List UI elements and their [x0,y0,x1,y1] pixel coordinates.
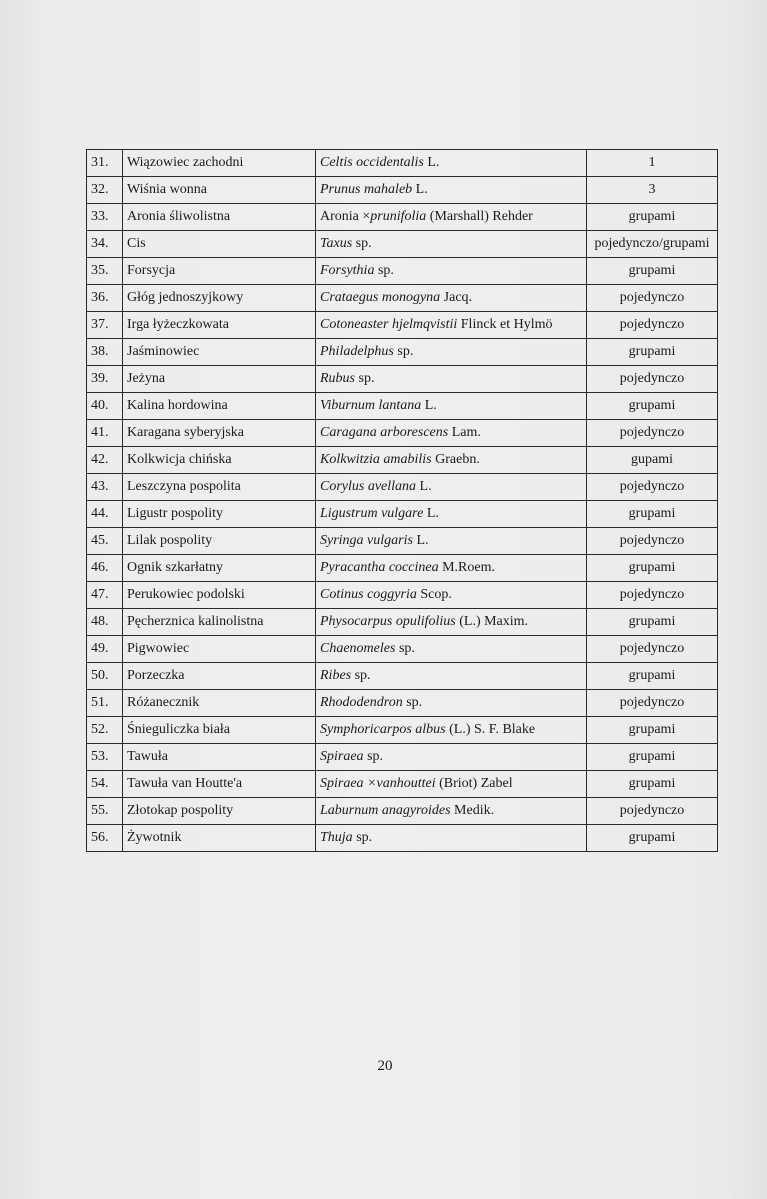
occurrence-cell: pojedynczo [587,474,718,501]
polish-name-cell: Ognik szkarłatny [123,555,316,582]
latin-name-cell [316,204,587,231]
row-number-cell: 35. [87,258,123,285]
row-number-cell: 56. [87,825,123,852]
table-row [87,231,718,258]
occurrence-cell: grupami [587,393,718,420]
occurrence-cell: grupami [587,744,718,771]
row-number-cell: 52. [87,717,123,744]
occurrence-cell: pojedynczo [587,528,718,555]
page-number: 20 [377,1058,393,1074]
polish-name-cell: Złotokap pospolity [123,798,316,825]
author-citation: (L.) Maxim. [455,614,529,629]
latin-name-cell [316,717,587,744]
row-number-cell: 48. [87,609,123,636]
table-row [87,663,718,690]
row-number-cell: 49. [87,636,123,663]
row-number-cell: 46. [87,555,123,582]
occurrence-cell: grupami [587,501,718,528]
latin-name-cell [316,501,587,528]
row-number-cell: 40. [87,393,123,420]
occurrence-cell: grupami [587,663,718,690]
author-citation: Flinck et Hylmö [457,317,553,332]
polish-name-cell: Porzeczka [123,663,316,690]
latin-genus-species: Cotinus coggyria [320,587,417,602]
row-number-cell: 34. [87,231,123,258]
author-citation: Medik. [450,803,495,818]
table-row [87,501,718,528]
author-citation: Jacq. [440,290,473,305]
occurrence-cell: grupami [587,717,718,744]
occurrence-cell: pojedynczo [587,690,718,717]
occurrence-cell: pojedynczo [587,636,718,663]
latin-genus-species: Chaenomeles [320,641,396,656]
polish-name-cell: Jaśminowiec [123,339,316,366]
latin-name-cell [316,771,587,798]
row-number-cell: 42. [87,447,123,474]
author-citation: L. [423,155,440,170]
polish-name-cell: Ligustr pospolity [123,501,316,528]
polish-name-cell: Różanecznik [123,690,316,717]
latin-epithet: prunifolia [370,209,427,224]
author-citation: (L.) S. F. Blake [445,722,536,737]
latin-name-cell [316,663,587,690]
latin-genus-species: Forsythia [320,263,375,278]
table-row [87,582,718,609]
row-number-cell: 38. [87,339,123,366]
author-citation: sp. [352,830,373,845]
author-citation: sp. [374,263,394,278]
polish-name-cell: Forsycja [123,258,316,285]
occurrence-cell: pojedynczo [587,285,718,312]
occurrence-cell: grupami [587,771,718,798]
occurrence-cell: grupami [587,825,718,852]
species-table [86,149,718,852]
polish-name-cell: Lilak pospolity [123,528,316,555]
table-row [87,474,718,501]
table-row [87,555,718,582]
polish-name-cell: Irga łyżeczkowata [123,312,316,339]
polish-name-cell: Żywotnik [123,825,316,852]
table-row [87,528,718,555]
latin-name-cell [316,231,587,258]
author-citation: L. [412,533,429,548]
latin-genus-species: Spiraea ×vanhouttei [320,776,436,791]
latin-genus-species: Caragana arborescens [320,425,449,440]
species-table-body [87,150,718,852]
latin-genus-species: Symphoricarpos albus [320,722,446,737]
latin-name-cell [316,258,587,285]
author-citation: sp. [393,344,414,359]
latin-name-cell [316,609,587,636]
latin-genus-species: Philadelphus [320,344,394,359]
author-citation: Lam. [448,425,481,440]
author-citation: sp. [352,236,372,251]
row-number-cell: 47. [87,582,123,609]
row-number-cell: 51. [87,690,123,717]
author-citation: sp. [395,641,415,656]
table-row [87,717,718,744]
occurrence-cell: pojedynczo [587,798,718,825]
latin-name-cell [316,447,587,474]
latin-name-cell [316,339,587,366]
latin-name-cell [316,366,587,393]
polish-name-cell: Jeżyna [123,366,316,393]
author-citation: sp. [402,695,423,710]
row-number-cell: 55. [87,798,123,825]
table-row [87,771,718,798]
polish-name-cell: Kolkwicja chińska [123,447,316,474]
polish-name-cell: Aronia śliwolistna [123,204,316,231]
occurrence-cell: pojedynczo [587,312,718,339]
latin-genus-species: Rhododendron [320,695,403,710]
row-number-cell: 33. [87,204,123,231]
author-citation-suffix: (Marshall) Rehder [426,209,533,224]
latin-name-cell [316,825,587,852]
occurrence-cell: grupami [587,339,718,366]
latin-name-cell [316,744,587,771]
table-row [87,177,718,204]
author-citation: Graebn. [431,452,480,467]
latin-name-cell [316,528,587,555]
polish-name-cell: Śnieguliczka biała [123,717,316,744]
author-citation: L. [421,398,437,413]
polish-name-cell: Perukowiec podolski [123,582,316,609]
latin-name-cell [316,474,587,501]
polish-name-cell: Kalina hordowina [123,393,316,420]
author-citation: Aronia × [320,209,371,224]
latin-name-cell [316,798,587,825]
table-row [87,420,718,447]
polish-name-cell: Wiązowiec zachodni [123,150,316,177]
author-citation: sp. [363,749,384,764]
table-row [87,393,718,420]
polish-name-cell: Pęcherznica kalinolistna [123,609,316,636]
latin-genus-species: Laburnum anagyroides [320,803,451,818]
latin-genus-species: Cotoneaster hjelmqvistii [320,317,458,332]
latin-name-cell [316,285,587,312]
latin-name-cell [316,582,587,609]
latin-genus-species: Physocarpus opulifolius [320,614,456,629]
polish-name-cell: Karagana syberyjska [123,420,316,447]
row-number-cell: 53. [87,744,123,771]
table-row [87,285,718,312]
table-row [87,690,718,717]
table-row [87,204,718,231]
row-number-cell: 50. [87,663,123,690]
polish-name-cell: Głóg jednoszyjkowy [123,285,316,312]
table-row [87,366,718,393]
occurrence-cell: grupami [587,204,718,231]
polish-name-cell: Tawuła van Houtte'a [123,771,316,798]
latin-genus-species: Ligustrum vulgare [320,506,424,521]
latin-genus-species: Corylus avellana [320,479,417,494]
occurrence-cell: 3 [587,177,718,204]
latin-name-cell [316,177,587,204]
latin-name-cell [316,555,587,582]
polish-name-cell: Wiśnia wonna [123,177,316,204]
row-number-cell: 41. [87,420,123,447]
row-number-cell: 54. [87,771,123,798]
latin-genus-species: Spiraea [320,749,364,764]
author-citation: L. [423,506,439,521]
latin-genus-species: Crataegus monogyna [320,290,441,305]
occurrence-cell: pojedynczo/grupami [587,231,718,258]
table-row [87,744,718,771]
latin-genus-species: Kolkwitzia amabilis [320,452,432,467]
table-row [87,312,718,339]
occurrence-cell: grupami [587,555,718,582]
occurrence-cell: gupami [587,447,718,474]
latin-name-cell [316,150,587,177]
table-row [87,825,718,852]
latin-name-cell [316,420,587,447]
polish-name-cell: Tawuła [123,744,316,771]
occurrence-cell: pojedynczo [587,420,718,447]
latin-genus-species: Ribes [320,668,352,683]
author-citation: sp. [355,371,375,386]
occurrence-cell: grupami [587,609,718,636]
latin-genus-species: Viburnum lantana [320,398,422,413]
latin-genus-species: Prunus mahaleb [320,182,413,197]
table-row [87,447,718,474]
author-citation: sp. [351,668,371,683]
author-citation: L. [416,479,432,494]
latin-name-cell [316,690,587,717]
polish-name-cell: Leszczyna pospolita [123,474,316,501]
latin-genus-species: Taxus [320,236,353,251]
author-citation: L. [412,182,428,197]
row-number-cell: 39. [87,366,123,393]
row-number-cell: 45. [87,528,123,555]
author-citation: M.Roem. [438,560,495,575]
table-row [87,258,718,285]
latin-name-cell [316,312,587,339]
row-number-cell: 37. [87,312,123,339]
table-row [87,339,718,366]
table-row [87,798,718,825]
row-number-cell: 32. [87,177,123,204]
row-number-cell: 31. [87,150,123,177]
table-row [87,636,718,663]
row-number-cell: 44. [87,501,123,528]
occurrence-cell: 1 [587,150,718,177]
polish-name-cell: Pigwowiec [123,636,316,663]
table-row [87,609,718,636]
row-number-cell: 36. [87,285,123,312]
latin-genus-species: Thuja [320,830,353,845]
author-citation: Scop. [416,587,452,602]
row-number-cell: 43. [87,474,123,501]
latin-genus-species: Pyracantha coccinea [320,560,439,575]
occurrence-cell: pojedynczo [587,582,718,609]
latin-genus-species: Rubus [320,371,355,386]
polish-name-cell: Cis [123,231,316,258]
author-citation: (Briot) Zabel [435,776,513,791]
table-row [87,150,718,177]
occurrence-cell: grupami [587,258,718,285]
latin-name-cell [316,636,587,663]
latin-genus-species: Syringa vulgaris [320,533,413,548]
latin-genus-species: Celtis occidentalis [320,155,424,170]
latin-name-cell [316,393,587,420]
occurrence-cell: pojedynczo [587,366,718,393]
